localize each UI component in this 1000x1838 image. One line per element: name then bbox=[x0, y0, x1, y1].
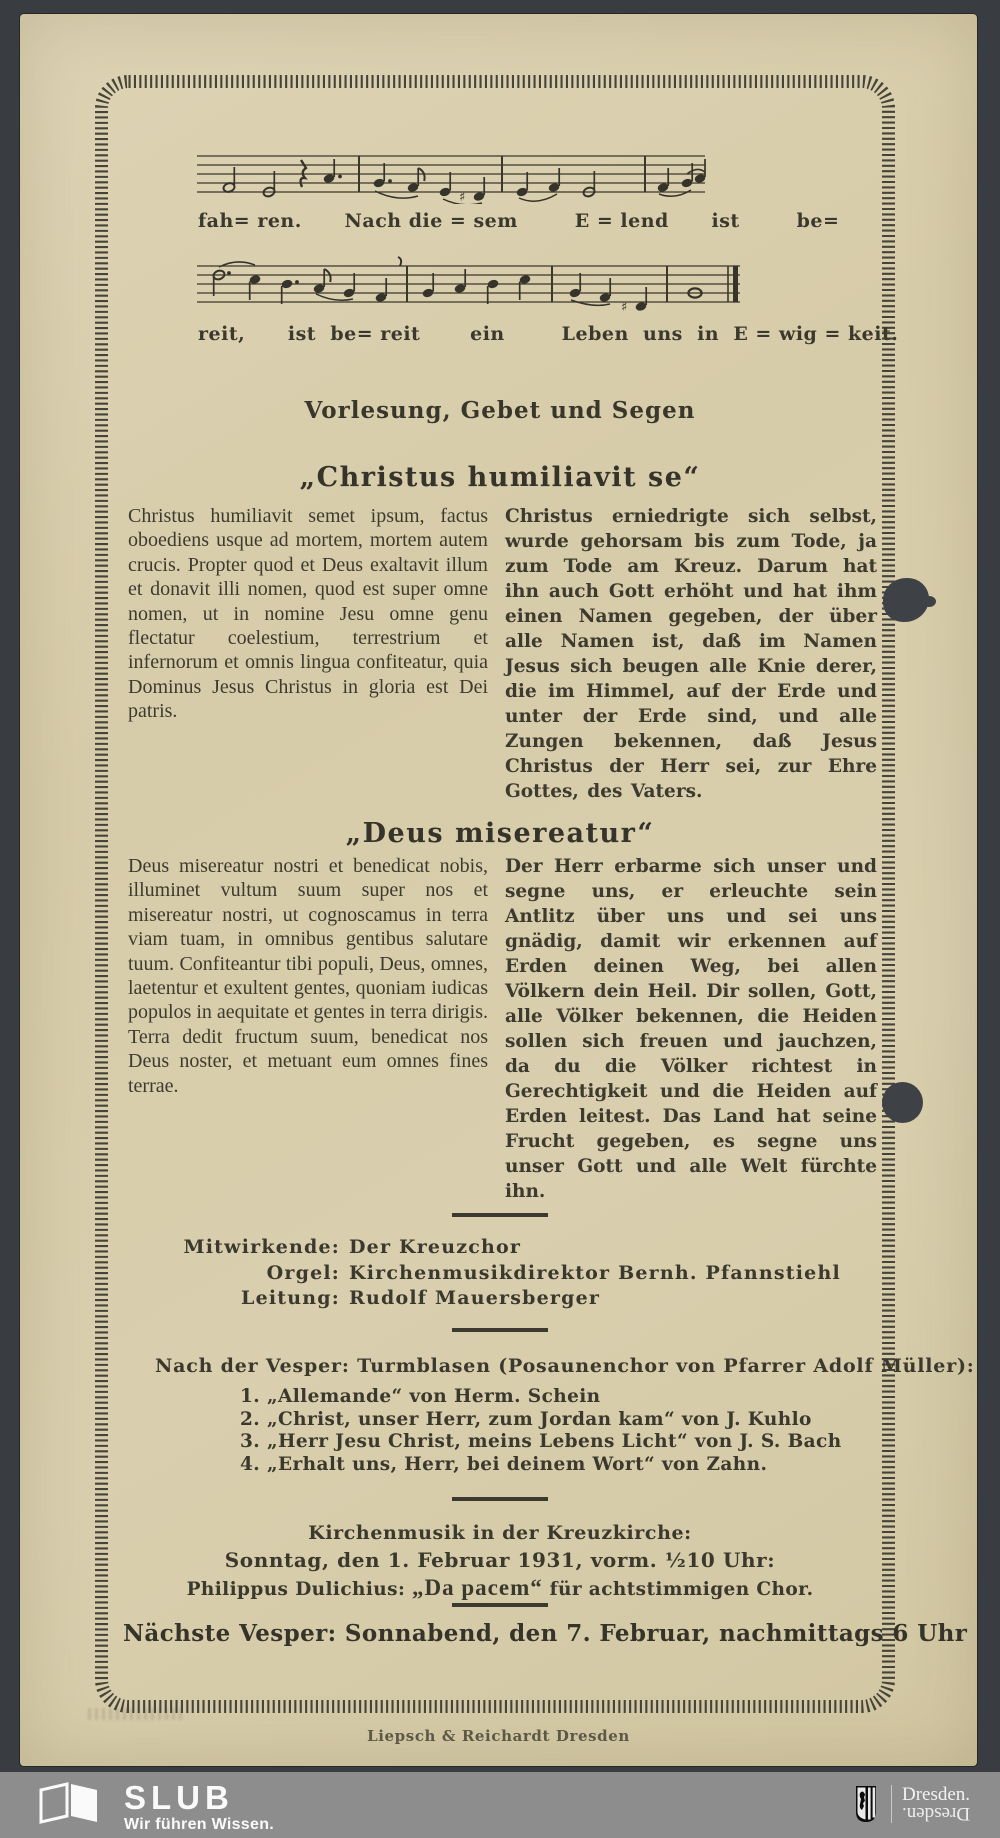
punch-hole-bottom bbox=[882, 1082, 923, 1123]
dresden-coat-of-arms-icon bbox=[855, 1785, 877, 1823]
work-composer: Philippus Dulichius: bbox=[186, 1579, 413, 1600]
svg-text:♯: ♯ bbox=[621, 300, 628, 314]
turmblasen-item: 1. „Allemande“ von Herm. Schein bbox=[240, 1386, 601, 1407]
credit-value: Kirchenmusikdirektor Bernh. Pfannstiehl bbox=[349, 1261, 841, 1284]
slub-book-icon bbox=[38, 1782, 100, 1824]
section1-german-text: Christus erniedrigte sich selbst, wurde gehorsam bis zum Tode, ja zum Tode am Kreuz. Darum hat ihn auch Gott erhöht und hat ihm einen Namen gegeben, der über alle Namen ist, daß im Namen Jesus sich beugen alle Knie derer, die im Himmel, auf der Erde und unter der Erde sind, und alle Zungen bekennen, daß Jesus Christus der Herr sei, zur Ehre Gottes, des Vaters. bbox=[505, 506, 877, 802]
turmblasen-header: Nach der Vesper: Turmblasen (Posaunenchor von Pfarrer Adolf Müller): bbox=[155, 1355, 975, 1377]
slub-footer-bar bbox=[0, 1772, 1000, 1838]
turmblasen-item: 2. „Christ, unser Herr, zum Jordan kam“ von J. Kuhlo bbox=[240, 1408, 812, 1430]
credit-line bbox=[128, 1235, 868, 1261]
credit-label: Mitwirkende: bbox=[183, 1236, 340, 1258]
credit-label: Leitung: bbox=[241, 1287, 340, 1309]
credit-value: Der Kreuzchor bbox=[349, 1236, 522, 1258]
next-vesper-announcement: Nächste Vesper: Sonnabend, den 7. Februar, nachmittags 6 Uhr bbox=[123, 1620, 968, 1647]
section2-latin-text: Deus misereatur nostri et benedicat nobis, illuminet vultum suum super nos et misereatur nostri, ut cognoscamus in terra viam tuam, in omnibus gentibus salutare tuum. Confiteantur tibi populi, Deus, omnes, laetentur et exultent gentes, quoniam iudicas populos in aequitate et gentes in terra dirigis. Terra dedit fructum suum, benedicat nos Deus noster, et metuant eum omnes fines terrae. bbox=[128, 855, 488, 1097]
work-ensemble: für achtstimmigen Chor. bbox=[542, 1579, 814, 1600]
dresden-wordmark-mirrored: Dresden. bbox=[902, 1803, 971, 1824]
printer-credit: Liepsch & Reichardt Dresden bbox=[367, 1727, 630, 1745]
credits-block bbox=[128, 1235, 868, 1312]
turmblasen-list bbox=[240, 1386, 842, 1477]
section2-german-text: Der Herr erbarme sich unser und segne uns, er erleuchte sein Antlitz über uns und sei uns gnädig, damit wir erkennen auf Erden deinen Weg, bei allen Völkern dein Heil. Dir sollen, Gott, alle Völker bekennen, die Heiden sollen sich freuen und jauchzen, da du die Völker richtest in Gerechtigkeit und die Heiden auf Erden leitest. Das Land hat seine Frucht gegeben, es segne uns unser Gott und alle Welt fürchte ihn. bbox=[505, 856, 877, 1202]
kirchenmusik-work bbox=[123, 1574, 877, 1604]
credit-label: Orgel: bbox=[266, 1261, 340, 1284]
music-staff-2 bbox=[197, 250, 742, 314]
section-divider bbox=[452, 1213, 548, 1217]
svg-text:♯: ♯ bbox=[459, 190, 466, 204]
kirchenmusik-date: Sonntag, den 1. Februar 1931, vorm. ½10 Uhr: bbox=[224, 1548, 776, 1572]
turmblasen-item: 3. „Herr Jesu Christ, meins Lebens Licht“ von J. S. Bach bbox=[240, 1431, 842, 1453]
dresden-divider bbox=[891, 1785, 892, 1823]
dresden-branding bbox=[855, 1785, 970, 1823]
slub-wordmark: SLUB bbox=[124, 1779, 234, 1816]
turmblasen-item: 4. „Erhalt uns, Herr, bei deinem Wort“ von Zahn. bbox=[240, 1454, 768, 1476]
kirchenmusik-title: Kirchenmusik in der Kreuzkirche: bbox=[308, 1522, 692, 1544]
credit-line bbox=[128, 1261, 868, 1287]
section-divider bbox=[452, 1497, 548, 1501]
dresden-wordmark: Dresden. bbox=[902, 1784, 971, 1805]
section2-heading: „Deus misereatur“ bbox=[345, 818, 655, 849]
music-staff-1 bbox=[197, 140, 707, 204]
section-divider bbox=[452, 1328, 548, 1332]
credit-line bbox=[128, 1286, 868, 1312]
section-divider bbox=[452, 1603, 548, 1607]
slub-slogan: Wir führen Wissen. bbox=[124, 1816, 275, 1833]
pencil-mark bbox=[88, 1708, 183, 1720]
slub-branding bbox=[38, 1779, 275, 1834]
work-title: „Da pacem“ bbox=[412, 1575, 543, 1600]
kirchenmusik-block bbox=[123, 1520, 877, 1604]
section1-heading: „Christus humiliavit se“ bbox=[299, 462, 701, 493]
scanned-program-page bbox=[20, 14, 977, 1766]
section1-latin-text: Christus humiliavit semet ipsum, factus oboediens usque ad mortem, mortem autem crucis. Propter quod et Deus exaltavit illum et donavit illi nomen, quod est super omne nomen, ut in nomine Jesu omne genu flectatur coelestium, terrestrium et infernorum et omnis lingua confiteatur, quia Dominus Jesus Christus in gloria est Dei patris. bbox=[128, 505, 488, 723]
service-heading: Vorlesung, Gebet und Segen bbox=[304, 397, 696, 424]
lyrics-line-1: fah= ren. Nach die = sem E = lend ist be= bbox=[198, 210, 840, 232]
lyrics-line-2: reit, ist be= reit ein Leben uns in E = wig = keit. bbox=[198, 323, 899, 345]
credit-value: Rudolf Mauersberger bbox=[349, 1287, 601, 1309]
